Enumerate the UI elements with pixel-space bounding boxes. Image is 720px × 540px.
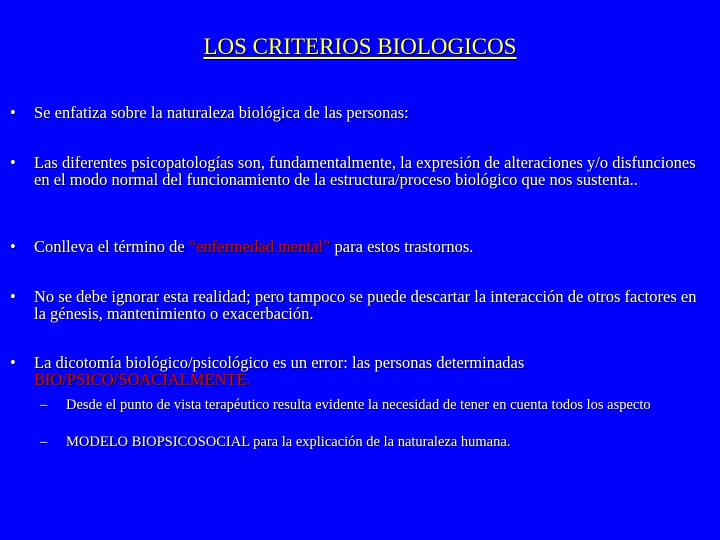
highlight-term: BIO/PSICO/SOACIALMENTE. <box>34 370 251 389</box>
sub-bullet-item-1 <box>40 398 715 413</box>
sub-bullet-dash: – <box>40 434 48 450</box>
bullet-text-start: La dicotomía biológico/psicológico es un error: las personas determinadas <box>34 353 525 372</box>
bullet-item-4 <box>10 288 705 322</box>
bullet-item-1 <box>10 104 705 121</box>
bullet-text <box>34 238 705 255</box>
bullet-dot: • <box>10 237 16 256</box>
slide-title: LOS CRITERIOS BIOLOGICOS <box>203 34 517 59</box>
bullet-dot: • <box>10 103 16 122</box>
sub-bullet-text: Desde el punto de vista terapéutico resulta evidente la necesidad de tener en cuenta todos los aspecto <box>66 397 651 413</box>
bullet-text-start: Conlleva el término de <box>34 237 189 256</box>
bullet-item-3 <box>10 238 705 255</box>
bullet-text: Se enfatiza sobre la naturaleza biológica de las personas: <box>34 103 409 122</box>
bullet-item-5 <box>10 354 705 388</box>
bullet-text: No se debe ignorar esta realidad; pero tampoco se puede descartar la interacción de otros factores en la génesis, mantenimiento o exacerbación. <box>34 287 697 323</box>
bullet-text-end: para estos trastornos. <box>330 237 474 256</box>
bullet-dot: • <box>10 153 16 172</box>
highlight-term: “enfermedad mental” <box>188 237 331 256</box>
bullet-dot: • <box>10 353 16 372</box>
sub-bullet-item-2 <box>40 435 715 450</box>
bullet-item-2 <box>10 154 705 188</box>
sub-bullet-text: MODELO BIOPSICOSOCIAL para la explicación de la naturaleza humana. <box>66 434 511 450</box>
sub-bullet-dash: – <box>40 397 48 413</box>
bullet-dot: • <box>10 287 16 306</box>
bullet-text <box>34 354 705 388</box>
bullet-text: Las diferentes psicopatologías son, fundamentalmente, la expresión de alteraciones y/o disfunciones en el modo normal del funcionamiento de la estructura/proceso biológico que nos sustenta.. <box>34 153 696 189</box>
